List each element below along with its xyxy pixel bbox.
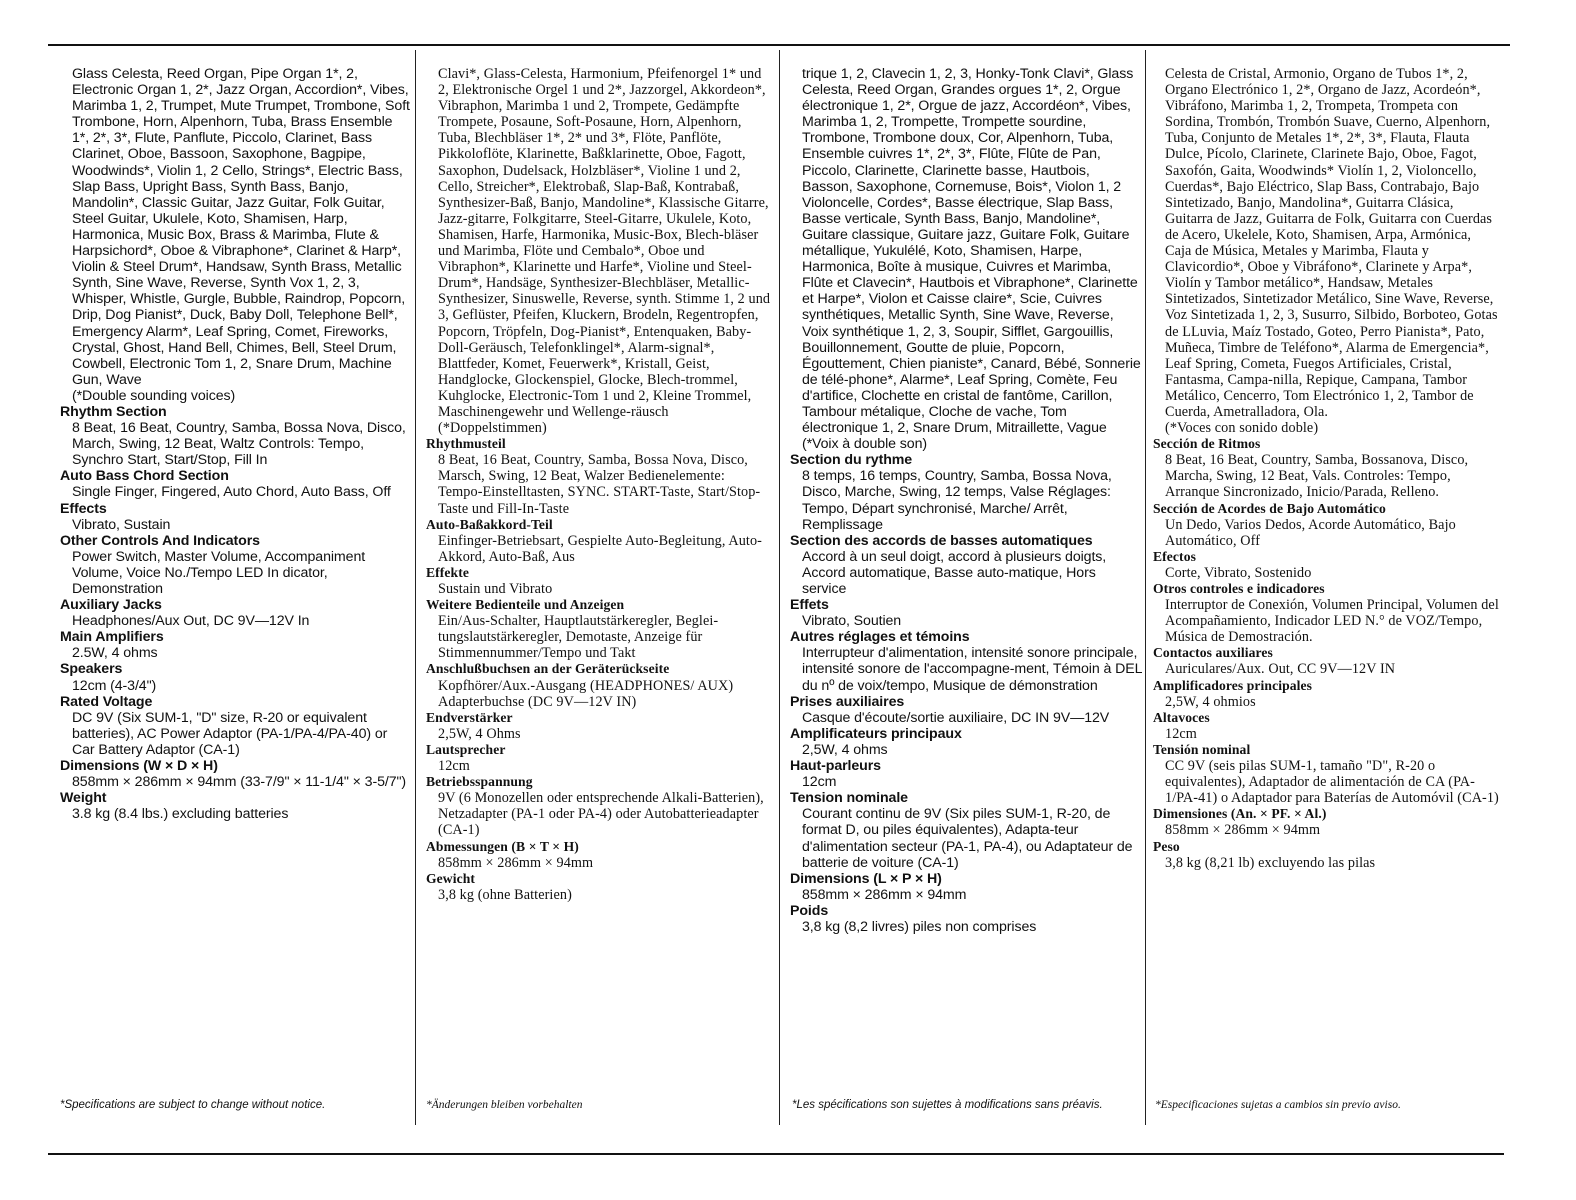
- section-text: 12cm: [802, 774, 837, 791]
- section-text: Auriculares/Aux. Out, CC 9V—12V IN: [1165, 661, 1396, 678]
- section-text: Interrupteur d'alimentation, intensité sonore principale, intensité sonore de l'accompagne-ment, Témoin à DEL du nº de voix/tempo, Musique de démonstration: [802, 645, 1142, 694]
- section-text: 2.5W, 4 ohms: [72, 645, 158, 662]
- section-text: 858mm × 286mm × 94mm: [438, 854, 594, 871]
- section-title: Tensión nominal: [1153, 741, 1251, 757]
- section-title: Poids: [790, 902, 829, 919]
- section-title: Rhythmusteil: [426, 436, 506, 452]
- section-text: 3,8 kg (ohne Batterien): [438, 886, 572, 903]
- section-title: Rated Voltage: [60, 693, 153, 710]
- section-text: Casque d'écoute/sortie auxiliaire, DC IN 9V—12V: [802, 709, 1110, 726]
- section-text: 3,8 kg (8,2 livres) piles non comprises: [802, 918, 1037, 935]
- section-text: 2,5W, 4 ohms: [802, 741, 888, 758]
- section-title: Dimensiones (An. × PF. × Al.): [1153, 806, 1327, 822]
- column-divider: [779, 50, 780, 1125]
- section-title: Rhythm Section: [60, 403, 167, 420]
- section-text: Vibrato, Sustain: [72, 516, 171, 533]
- section-title: Prises auxiliaires: [790, 693, 905, 710]
- section-title: Weight: [60, 790, 107, 807]
- section-title: Tension nominale: [790, 790, 908, 807]
- section-text: Single Finger, Fingered, Auto Chord, Auto Bass, Off: [72, 484, 391, 501]
- voice-list: Glass Celesta, Reed Organ, Pipe Organ 1*, 2, Electronic Organ 1, 2*, Jazz Organ, Accordion*, Vibes, Marimba 1, 2, Trumpet, Mute Trumpet, Trombone, Soft Trombone, Horn, Alpenhorn, Tuba, Brass Ensemble 1*, 2*, 3*, Flute, Panflute, Piccolo, Clarinet, Bass Clarinet, Oboe, Bassoon, Saxophone, Bagpipe, Woodwinds*, Violin 1, 2 Cello, Strings*, Electric Bass, Slap Bass, Upright Bass, Synth Bass, Banjo, Mandolin*, Classic Guitar, Jazz Guitar, Folk Guitar, Steel Guitar, Ukulele, Koto, Shamisen, Harp, Harmonica, Music Box, Brass & Marimba, Flute & Harpsichord*, Oboe & Vibraphone*, Clarinet & Harp*, Violin & Steel Drum*, Handsaw, Synth Brass, Metallic Synth, Sine Wave, Reverse, Synth Vox 1, 2, 3, Whisper, Whistle, Gurgle, Bubble, Raindrop, Popcorn, Drip, Dog Pianist*, Duck, Baby Doll, Telephone Bell*, Emergency Alarm*, Leaf Spring, Comet, Fireworks, Crystal, Ghost, Hand Bell, Chimes, Bell, Steel Drum, Cowbell, Electronic Tom 1, 2, Snare Drum, Machine Gun, Wave: [72, 66, 410, 388]
- section-text: 3.8 kg (8.4 lbs.) excluding batteries: [72, 806, 289, 823]
- section-title: Section du rythme: [790, 452, 913, 469]
- section-title: Sección de Acordes de Bajo Automático: [1153, 500, 1386, 516]
- section-text: Power Switch, Master Volume, Accompaniment Volume, Voice No./Tempo LED In dicator, Demonstration: [72, 548, 366, 597]
- section-text: Kopfhörer/Aux.-Ausgang (HEADPHONES/ AUX) Adapterbuchse (DC 9V—12V IN): [438, 677, 734, 710]
- section-title: Weitere Bedienteile und Anzeigen: [426, 597, 625, 613]
- voice-list: trique 1, 2, Clavecin 1, 2, 3, Honky-Tonk Clavi*, Glass Celesta, Reed Organ, Grandes orgues 1*, 2, Orgue électronique 1, 2*, Orgue de jazz, Accordéon*, Vibes, Marimba 1, 2, Trompette, Trompette sourdine, Trombone, Trombone doux, Cor, Alpenhorn, Tuba, Ensemble cuivres 1*, 2*, 3*, Flûte, Flûte de Pan, Piccolo, Clarinette, Clarinette basse, Hautbois, Basson, Saxophone, Cornemuse, Bois*, Violon 1, 2 Violoncelle, Cordes*, Basse électrique, Slap Bass, Basse verticale, Synth Bass, Banjo, Mandoline*, Guitare classique, Guitare jazz, Guitare Folk, Guitare métallique, Yukulélé, Koto, Shamisen, Harpe, Harmonica, Boîte à musique, Cuivres et Marimba, Flûte et Clavecin*, Hautbois et Vibraphone*, Clarinette et Harpe*, Violon et Caisse claire*, Scie, Cuivres synthétiques, Metallic Synth, Sine Wave, Reverse, Voix synthétique 1, 2, 3, Soupir, Sifflet, Gargouillis, Bouillonnement, Goutte de pluie, Popcorn, Égouttement, Chien pianiste*, Canard, Bébé, Sonnerie de télé-phone*, Alarme*, Leaf Spring, Comète, Feu d'artifice, Clochette en cristal de fantôme, Carillon, Tambour métalique, Cloche de vache, Tom électronique 1, 2, Snare Drum, Mitraillette, Vague (*Voix à double son): [802, 66, 1141, 453]
- spec-column-french: [790, 66, 1142, 935]
- section-text: Einfinger-Betriebsart, Gespielte Auto-Begleitung, Auto-Akkord, Auto-Baß, Aus: [438, 532, 762, 565]
- section-text: Courant continu de 9V (Six piles SUM-1, R-20, de format D, ou piles équivalentes), Adapta-teur d'alimentation secteur (PA-1, PA-4), ou Adaptateur de batterie de voiture (CA-1): [802, 806, 1133, 871]
- section-text: Ein/Aus-Schalter, Hauptlautstärkeregler, Beglei-tungslautstärkeregler, Demotaste, Anzeige für Stimmennummer/Tempo und Takt: [438, 613, 719, 662]
- section-text: 2,5W, 4 ohmios: [1165, 693, 1256, 710]
- voice-list-note: (*Double sounding voices): [72, 387, 236, 404]
- section-text: Interruptor de Conexión, Volumen Principal, Volumen del Acompañamiento, Indicador LED N.° de VOZ/Tempo, Música de Demostración.: [1165, 597, 1499, 646]
- voice-list: Celesta de Cristal, Armonio, Organo de Tubos 1*, 2, Organo Electrónico 1, 2*, Organo de Jazz, Acordeón*, Vibráfono, Marimba 1, 2, Trompeta, Trompeta con Sordina, Trombón, Trombón Suave, Cuerno, Alpenhorn, Tuba, Conjunto de Metales 1*, 2*, 3*, Flauta, Flauta Dulce, Pícolo, Clarinete, Clarinete Bajo, Oboe, Fagot, Saxofón, Gaita, Woodwinds* Violín 1, 2, Violoncello, Cuerdas*, Bajo Eléctrico, Slap Bass, Contrabajo, Bajo Sintetizado, Banjo, Mandolina*, Guitarra Clásica, Guitarra de Jazz, Guitarra de Folk, Guitarra con Cuerdas de Acero, Ukelele, Koto, Shamisen, Arpa, Armónica, Caja de Música, Metales y Marimba, Flauta y Clavicordio*, Oboe y Vibráfono*, Clarinete y Arpa*, Violín y Tambor metálico*, Handsaw, Metales Sintetizados, Sintetizador Metálico, Sine Wave, Reverse, Voz Sintetizada 1, 2, 3, Susurro, Silbido, Borboteo, Gotas de LLuvia, Maíz Tostado, Goteo, Perro Pianista*, Pato, Muñeca, Timbre de Teléfono*, Alarma de Emergencia*, Leaf Spring, Cometa, Fuegos Artificiales, Cristal, Fantasma, Campa-nilla, Repique, Campana, Tambor Metálico, Cencerro, Tom Electrónico 1, 2, Tambor de Cuerda, Ametralladora, Ola.: [1165, 66, 1498, 420]
- section-title: Efectos: [1153, 548, 1196, 564]
- section-title: Other Controls And Indicators: [60, 532, 260, 549]
- section-title: Sección de Ritmos: [1153, 436, 1261, 452]
- section-title: Anschlußbuchsen an der Geräterückseite: [426, 661, 670, 677]
- section-title: Otros controles e indicadores: [1153, 581, 1325, 596]
- section-text: 858mm × 286mm × 94mm: [802, 886, 967, 903]
- section-title: Betriebsspannung: [426, 774, 533, 790]
- section-text: Un Dedo, Varios Dedos, Acorde Automático, Bajo Automático, Off: [1165, 516, 1456, 549]
- section-text: 8 temps, 16 temps, Country, Samba, Bossa Nova, Disco, Marche, Swing, 12 temps, Valse Réglages: Tempo, Départ synchronisé, Marche/ Arrêt, Remplissage: [802, 468, 1112, 533]
- section-title: Speakers: [60, 661, 123, 678]
- section-text: 12cm: [1165, 725, 1197, 742]
- section-title: Main Amplifiers: [60, 629, 164, 646]
- section-text: 8 Beat, 16 Beat, Country, Samba, Bossa Nova, Disco, March, Swing, 12 Beat, Waltz Controls: Tempo, Synchro Start, Start/Stop, Fill In: [72, 420, 406, 469]
- spec-column-german: [426, 66, 772, 903]
- footnote-spanish: *Especificaciones sujetas a cambios sin previo aviso.: [1155, 1099, 1401, 1111]
- section-title: Amplificateurs principaux: [790, 725, 962, 742]
- section-text: Corte, Vibrato, Sostenido: [1165, 564, 1312, 581]
- footnote-german: *Änderungen bleiben vorbehalten: [426, 1099, 583, 1111]
- section-title: Dimensions (L × P × H): [790, 870, 942, 887]
- section-title: Lautsprecher: [426, 741, 506, 757]
- section-title: Auxiliary Jacks: [60, 597, 162, 614]
- voice-list-note: (*Voces con sonido doble): [1165, 420, 1319, 437]
- section-title: Altavoces: [1153, 709, 1210, 725]
- section-title: Effekte: [426, 564, 469, 580]
- spec-column-english: [60, 66, 410, 822]
- section-title: Auto Bass Chord Section: [60, 468, 229, 485]
- section-text: DC 9V (Six SUM-1, "D" size, R-20 or equivalent batteries), AC Power Adaptor (PA-1/PA-4/PA-40) or Car Battery Adaptor (CA-1): [72, 709, 388, 758]
- section-title: Abmessungen (B × T × H): [426, 838, 579, 854]
- section-title: Gewicht: [426, 870, 476, 886]
- column-divider: [415, 50, 416, 1125]
- footnote-english: *Specifications are subject to change without notice.: [60, 1099, 326, 1111]
- section-title: Dimensions (W × D × H): [60, 758, 218, 775]
- section-title: Effects: [60, 500, 107, 517]
- section-title: Haut-parleurs: [790, 758, 881, 775]
- section-text: 8 Beat, 16 Beat, Country, Samba, Bossanova, Disco, Marcha, Swing, 12 Beat, Vals. Controles: Tempo, Arranque Sincronizado, Inicio/Parada, Relleno.: [1165, 452, 1469, 501]
- section-title: Amplificadores principales: [1153, 677, 1313, 693]
- section-text: Headphones/Aux Out, DC 9V—12V In: [72, 613, 310, 630]
- section-text: 12cm: [438, 758, 470, 775]
- section-text: Accord à un seul doigt, accord à plusieurs doigts, Accord automatique, Basse auto-matique, Hors service: [802, 548, 1107, 597]
- section-text: 858mm × 286mm × 94mm (33-7/9" × 11-1/4" × 3-5/7"): [72, 774, 407, 791]
- section-text: 9V (6 Monozellen oder entsprechende Alkali-Batterien), Netzadapter (PA-1 oder PA-4) oder Autobatterieadapter (CA-1): [438, 790, 764, 839]
- section-title: Effets: [790, 597, 829, 614]
- section-title: Peso: [1153, 838, 1180, 854]
- footnote-french: *Les spécifications son sujettes à modifications sans préavis.: [792, 1099, 1103, 1111]
- section-title: Auto-Baßakkord-Teil: [426, 516, 553, 532]
- top-rule: [48, 44, 1510, 46]
- section-text: 8 Beat, 16 Beat, Country, Samba, Bossa Nova, Disco, Marsch, Swing, 12 Beat, Walzer Bedienelemente: Tempo-Einstelltasten, SYNC. START-Taste, Start/Stop-Taste und Fill-In-Taste: [438, 452, 761, 517]
- bottom-rule: [48, 1153, 1504, 1155]
- section-text: 858mm × 286mm × 94mm: [1165, 822, 1321, 839]
- section-text: 2,5W, 4 Ohms: [438, 725, 521, 742]
- section-text: Vibrato, Soutien: [802, 613, 902, 630]
- section-text: Sustain und Vibrato: [438, 581, 553, 597]
- column-divider: [1145, 50, 1146, 1125]
- section-title: Section des accords de basses automatiques: [790, 532, 1093, 549]
- section-text: 3,8 kg (8,21 lb) excluyendo las pilas: [1165, 854, 1376, 871]
- section-text: 12cm (4-3/4"): [72, 677, 157, 694]
- section-title: Endverstärker: [426, 709, 513, 725]
- section-title: Contactos auxiliares: [1153, 645, 1273, 661]
- voice-list: Clavi*, Glass-Celesta, Harmonium, Pfeifenorgel 1* und 2, Elektronische Orgel 1 und 2*, Jazzorgel, Akkordeon*, Vibraphon, Marimba 1 und 2, Trompete, Gedämpfte Trompete, Posaune, Soft-Posaune, Horn, Alpenhorn, Tuba, Blechbläser 1*, 2* und 3*, Flöte, Panflöte, Pikkoloflöte, Klarinette, Baßklarinette, Oboe, Fagott, Saxophon, Dudelsack, Holzbläser*, Violine 1 und 2, Cello, Streicher*, Elektrobaß, Slap-Baß, Kontrabaß, Synthesizer-Baß, Banjo, Mandoline*, Klassische Gitarre, Jazz-gitarre, Folkgitarre, Steel-Gitarre, Ukulele, Koto, Shamisen, Harfe, Harmonika, Music-Box, Blech-bläser und Marimba, Flöte und Cembalo*, Oboe und Vibraphon*, Klarinette und Harfe*, Violine und Steel-Drum*, Handsäge, Synthesizer-Blechbläser, Metallic-Synthesizer, Sinuswelle, Reverse, synth. Stimme 1, 2 und 3, Geflüster, Pfeifen, Kluckern, Brodeln, Regentropfen, Popcorn, Tröpfeln, Dog-Pianist*, Entenquaken, Baby-Doll-Geräusch, Telefonklingel*, Alarm-signal*, Blattfeder, Komet, Feuerwerk*, Kristall, Geist, Handglocke, Glockenspiel, Glocke, Blech-trommel, Kuhglocke, Electronic-Tom 1 und 2, Kleine Trommel, Maschinengewehr und Wellenge-räusch (*Doppelstimmen): [438, 66, 771, 437]
- section-title: Autres réglages et témoins: [790, 629, 970, 646]
- spec-column-spanish: [1153, 66, 1501, 871]
- section-text: CC 9V (seis pilas SUM-1, tamaño "D", R-20 o equivalentes), Adaptador de alimentación de CA (PA-1/PA-41) o Adaptador para Baterías de Automóvil (CA-1): [1165, 758, 1499, 807]
